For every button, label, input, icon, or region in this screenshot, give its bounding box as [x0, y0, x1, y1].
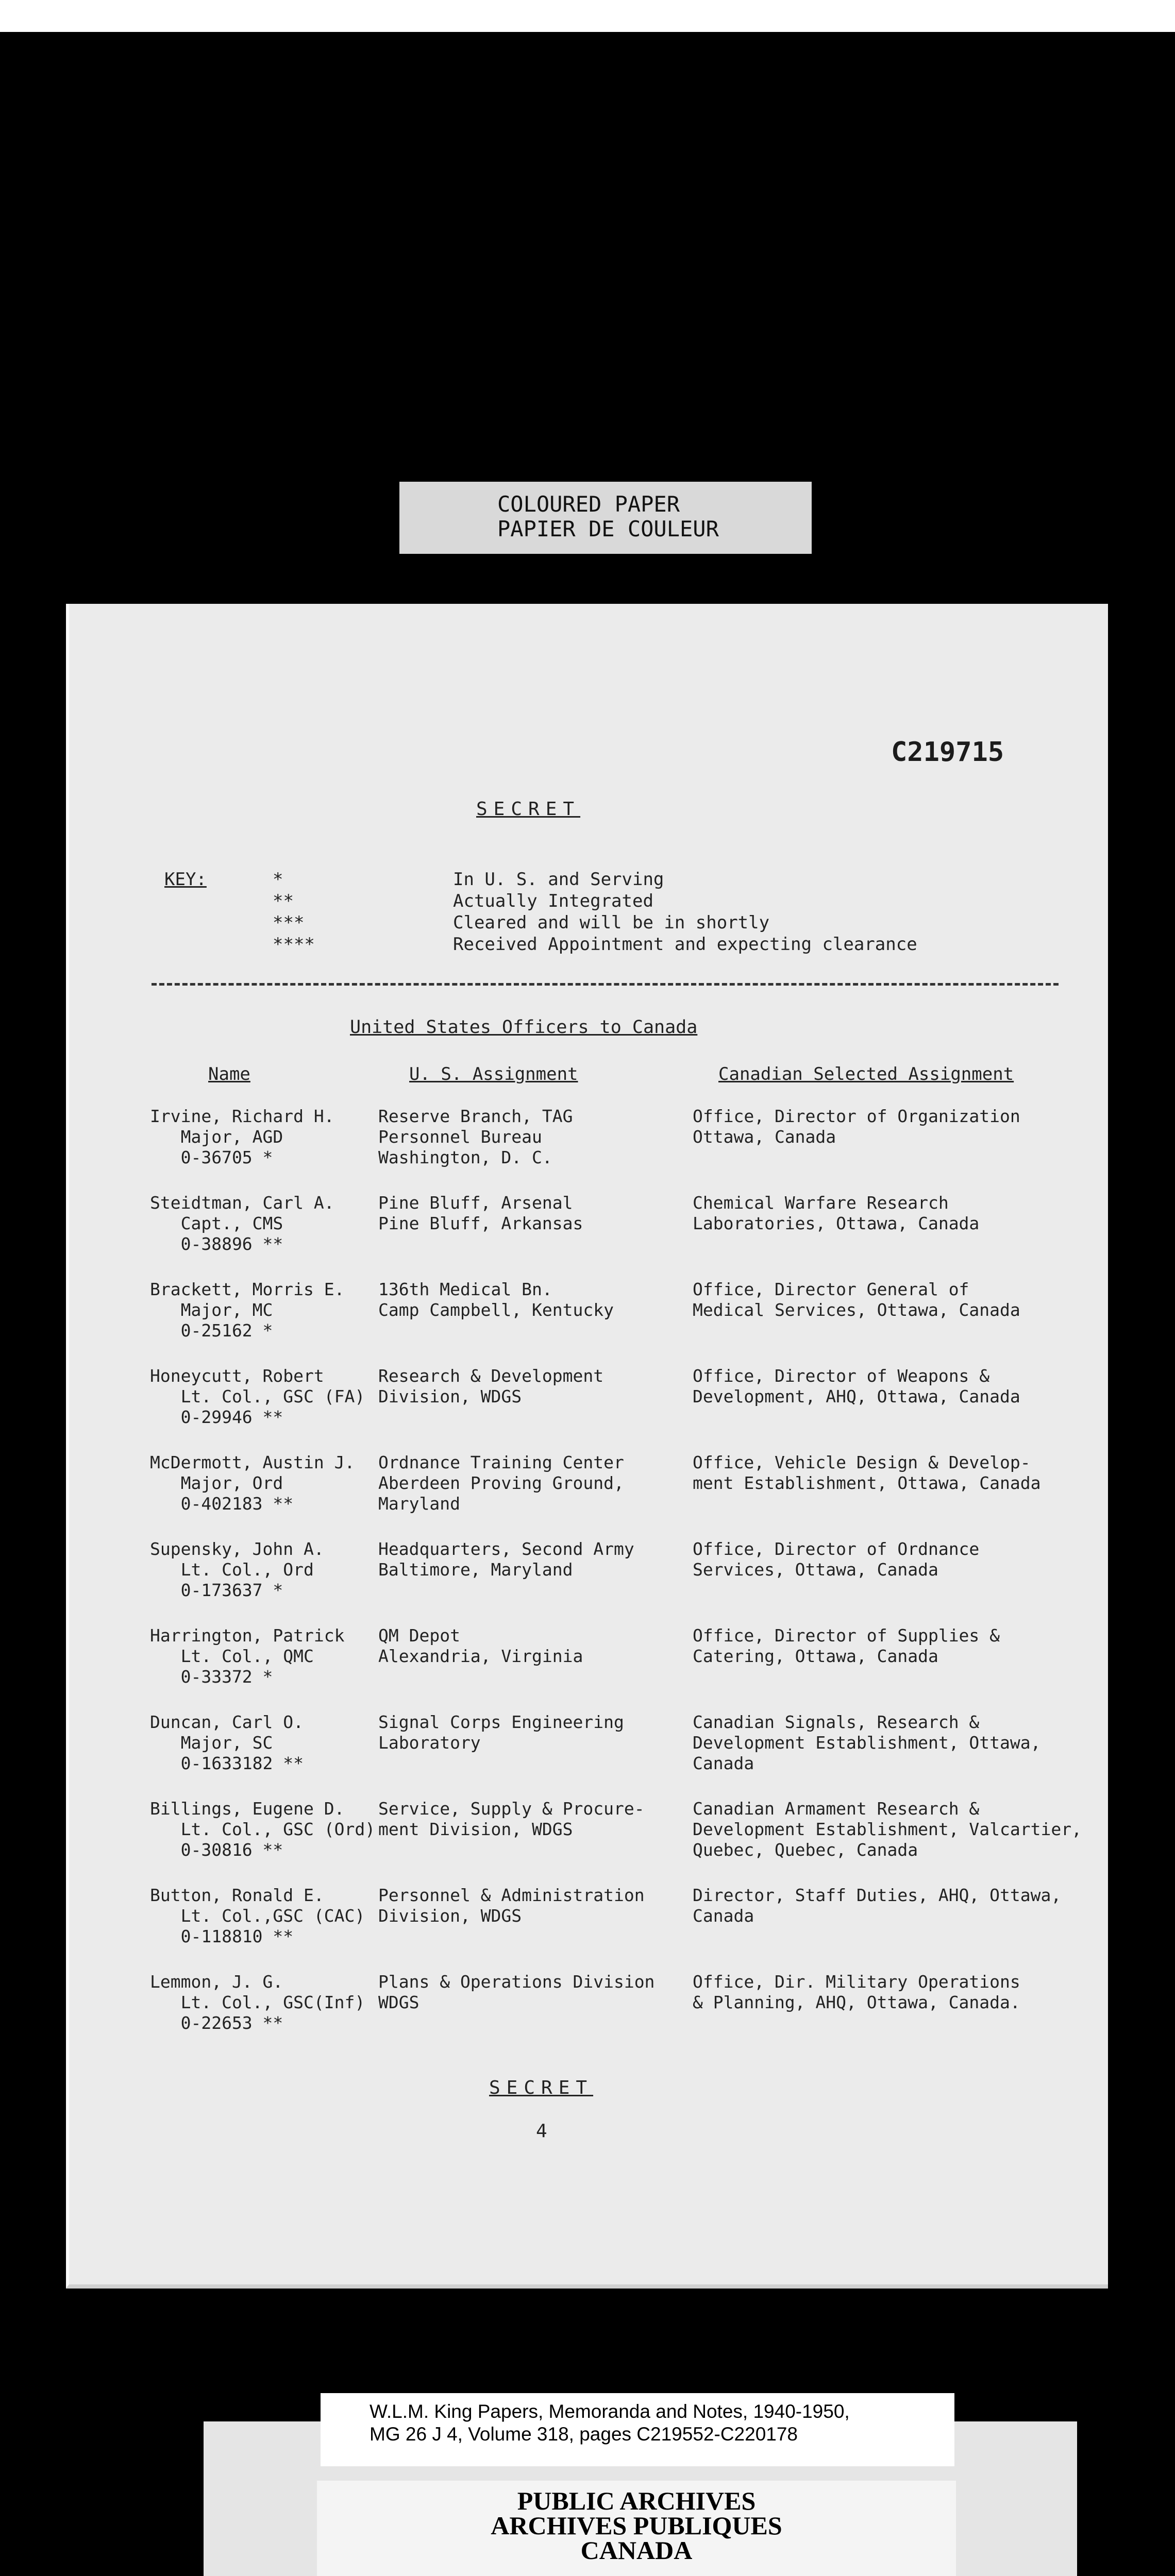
officer-us-assignment: Personnel & Administration Division, WDGS	[378, 1885, 645, 1926]
secret-heading-bottom: SECRET	[489, 2077, 594, 2098]
officer-name: Lemmon, J. G. Lt. Col., GSC(Inf) 0-22653 **	[150, 1972, 365, 2033]
key-text: In U. S. and Serving	[453, 869, 664, 890]
officer-row	[69, 1366, 1111, 1448]
secret-heading-top: SECRET	[476, 799, 581, 820]
officer-name: Harrington, Patrick Lt. Col., QMC 0-33372 *	[150, 1625, 345, 1687]
officer-us-assignment: Plans & Operations Division WDGS	[378, 1972, 655, 2012]
officer-name: Brackett, Morris E. Major, MC 0-25162 *	[150, 1279, 345, 1341]
officer-canadian-assignment: Chemical Warfare Research Laboratories, Ottawa, Canada	[693, 1193, 980, 1233]
document-code: C219715	[891, 737, 1004, 768]
officer-name: McDermott, Austin J. Major, Ord 0-402183 **	[150, 1452, 355, 1514]
coloured-paper-label	[399, 482, 812, 554]
officer-us-assignment: Reserve Branch, TAG Personnel Bureau Washington, D. C.	[378, 1106, 573, 1167]
officer-row	[69, 1712, 1111, 1794]
officer-name: Irvine, Richard H. Major, AGD 0-36705 *	[150, 1106, 334, 1167]
stamp-line-country: CANADA	[580, 2536, 693, 2565]
officer-name: Steidtman, Carl A. Capt., CMS 0-38896 **	[150, 1193, 334, 1254]
column-header-name: Name	[208, 1064, 250, 1084]
stamp-line-french: ARCHIVES PUBLIQUES	[491, 2511, 782, 2540]
officer-us-assignment: Research & Development Division, WDGS	[378, 1366, 604, 1406]
dashed-divider	[152, 983, 1059, 986]
label-line-english: COLOURED PAPER	[497, 492, 680, 517]
officer-name: Duncan, Carl O. Major, SC 0-1633182 **	[150, 1712, 304, 1773]
officer-us-assignment: QM Depot Alexandria, Virginia	[378, 1625, 583, 1666]
officer-row	[69, 1885, 1111, 1968]
document-page	[66, 604, 1108, 2289]
key-symbol: *	[273, 869, 283, 890]
officer-row	[69, 1106, 1111, 1189]
label-line-french: PAPIER DE COULEUR	[497, 516, 719, 541]
officer-name: Billings, Eugene D. Lt. Col., GSC (Ord) 0-30816 **	[150, 1799, 376, 1860]
officer-canadian-assignment: Office, Director of Organization Ottawa, Canada	[693, 1106, 1020, 1147]
key-symbol: ***	[273, 912, 305, 933]
stamp-line-english: PUBLIC ARCHIVES	[517, 2486, 756, 2515]
key-symbol: ****	[273, 934, 315, 955]
officer-canadian-assignment: Office, Director of Ordnance Services, Ottawa, Canada	[693, 1539, 980, 1580]
officer-canadian-assignment: Office, Director of Supplies & Catering, Ottawa, Canada	[693, 1625, 1000, 1666]
officer-canadian-assignment: Canadian Signals, Research & Development Establishment, Ottawa, Canada	[693, 1712, 1041, 1773]
officer-row	[69, 1625, 1111, 1708]
key-text: Received Appointment and expecting clearance	[453, 934, 917, 955]
column-header-us-assignment: U. S. Assignment	[409, 1064, 578, 1084]
key-symbol: **	[273, 891, 294, 911]
officer-canadian-assignment: Office, Dir. Military Operations & Planning, AHQ, Ottawa, Canada.	[693, 1972, 1020, 2012]
officer-us-assignment: Service, Supply & Procure- ment Division, WDGS	[378, 1799, 645, 1839]
key-label: KEY:	[164, 869, 207, 890]
citation-line-1: W.L.M. King Papers, Memoranda and Notes, 1940-1950,	[370, 2401, 850, 2422]
officer-row	[69, 1452, 1111, 1535]
top-border-strip	[0, 0, 1175, 32]
column-header-canadian-assignment: Canadian Selected Assignment	[718, 1064, 1014, 1084]
officer-row	[69, 1193, 1111, 1275]
key-text: Actually Integrated	[453, 891, 653, 911]
officer-us-assignment: Pine Bluff, Arsenal Pine Bluff, Arkansas	[378, 1193, 583, 1233]
officer-name: Honeycutt, Robert Lt. Col., GSC (FA) 0-29946 **	[150, 1366, 365, 1427]
officer-row	[69, 1972, 1111, 2054]
officer-name: Button, Ronald E. Lt. Col.,GSC (CAC) 0-118810 **	[150, 1885, 365, 1946]
officer-canadian-assignment: Canadian Armament Research & Development Establishment, Valcartier, Quebec, Quebec, Canada	[693, 1799, 1082, 1860]
officer-canadian-assignment: Director, Staff Duties, AHQ, Ottawa, Canada	[693, 1885, 1062, 1926]
officer-canadian-assignment: Office, Director of Weapons & Development, AHQ, Ottawa, Canada	[693, 1366, 1020, 1406]
officer-canadian-assignment: Office, Director General of Medical Services, Ottawa, Canada	[693, 1279, 1020, 1320]
officer-canadian-assignment: Office, Vehicle Design & Develop- ment Establishment, Ottawa, Canada	[693, 1452, 1041, 1493]
key-text: Cleared and will be in shortly	[453, 912, 770, 933]
citation-line-2: MG 26 J 4, Volume 318, pages C219552-C220178	[370, 2424, 798, 2445]
officer-us-assignment: Signal Corps Engineering Laboratory	[378, 1712, 624, 1753]
officer-row	[69, 1279, 1111, 1362]
officer-us-assignment: 136th Medical Bn. Camp Campbell, Kentucky	[378, 1279, 614, 1320]
officer-name: Supensky, John A. Lt. Col., Ord 0-173637 *	[150, 1539, 324, 1600]
archive-citation	[321, 2393, 954, 2466]
page-number: 4	[536, 2121, 547, 2142]
public-archives-stamp	[317, 2488, 956, 2563]
officer-us-assignment: Headquarters, Second Army Baltimore, Maryland	[378, 1539, 634, 1580]
section-title: United States Officers to Canada	[350, 1017, 698, 1038]
officer-row	[69, 1799, 1111, 1881]
officer-row	[69, 1539, 1111, 1621]
officer-us-assignment: Ordnance Training Center Aberdeen Proving Ground, Maryland	[378, 1452, 624, 1514]
